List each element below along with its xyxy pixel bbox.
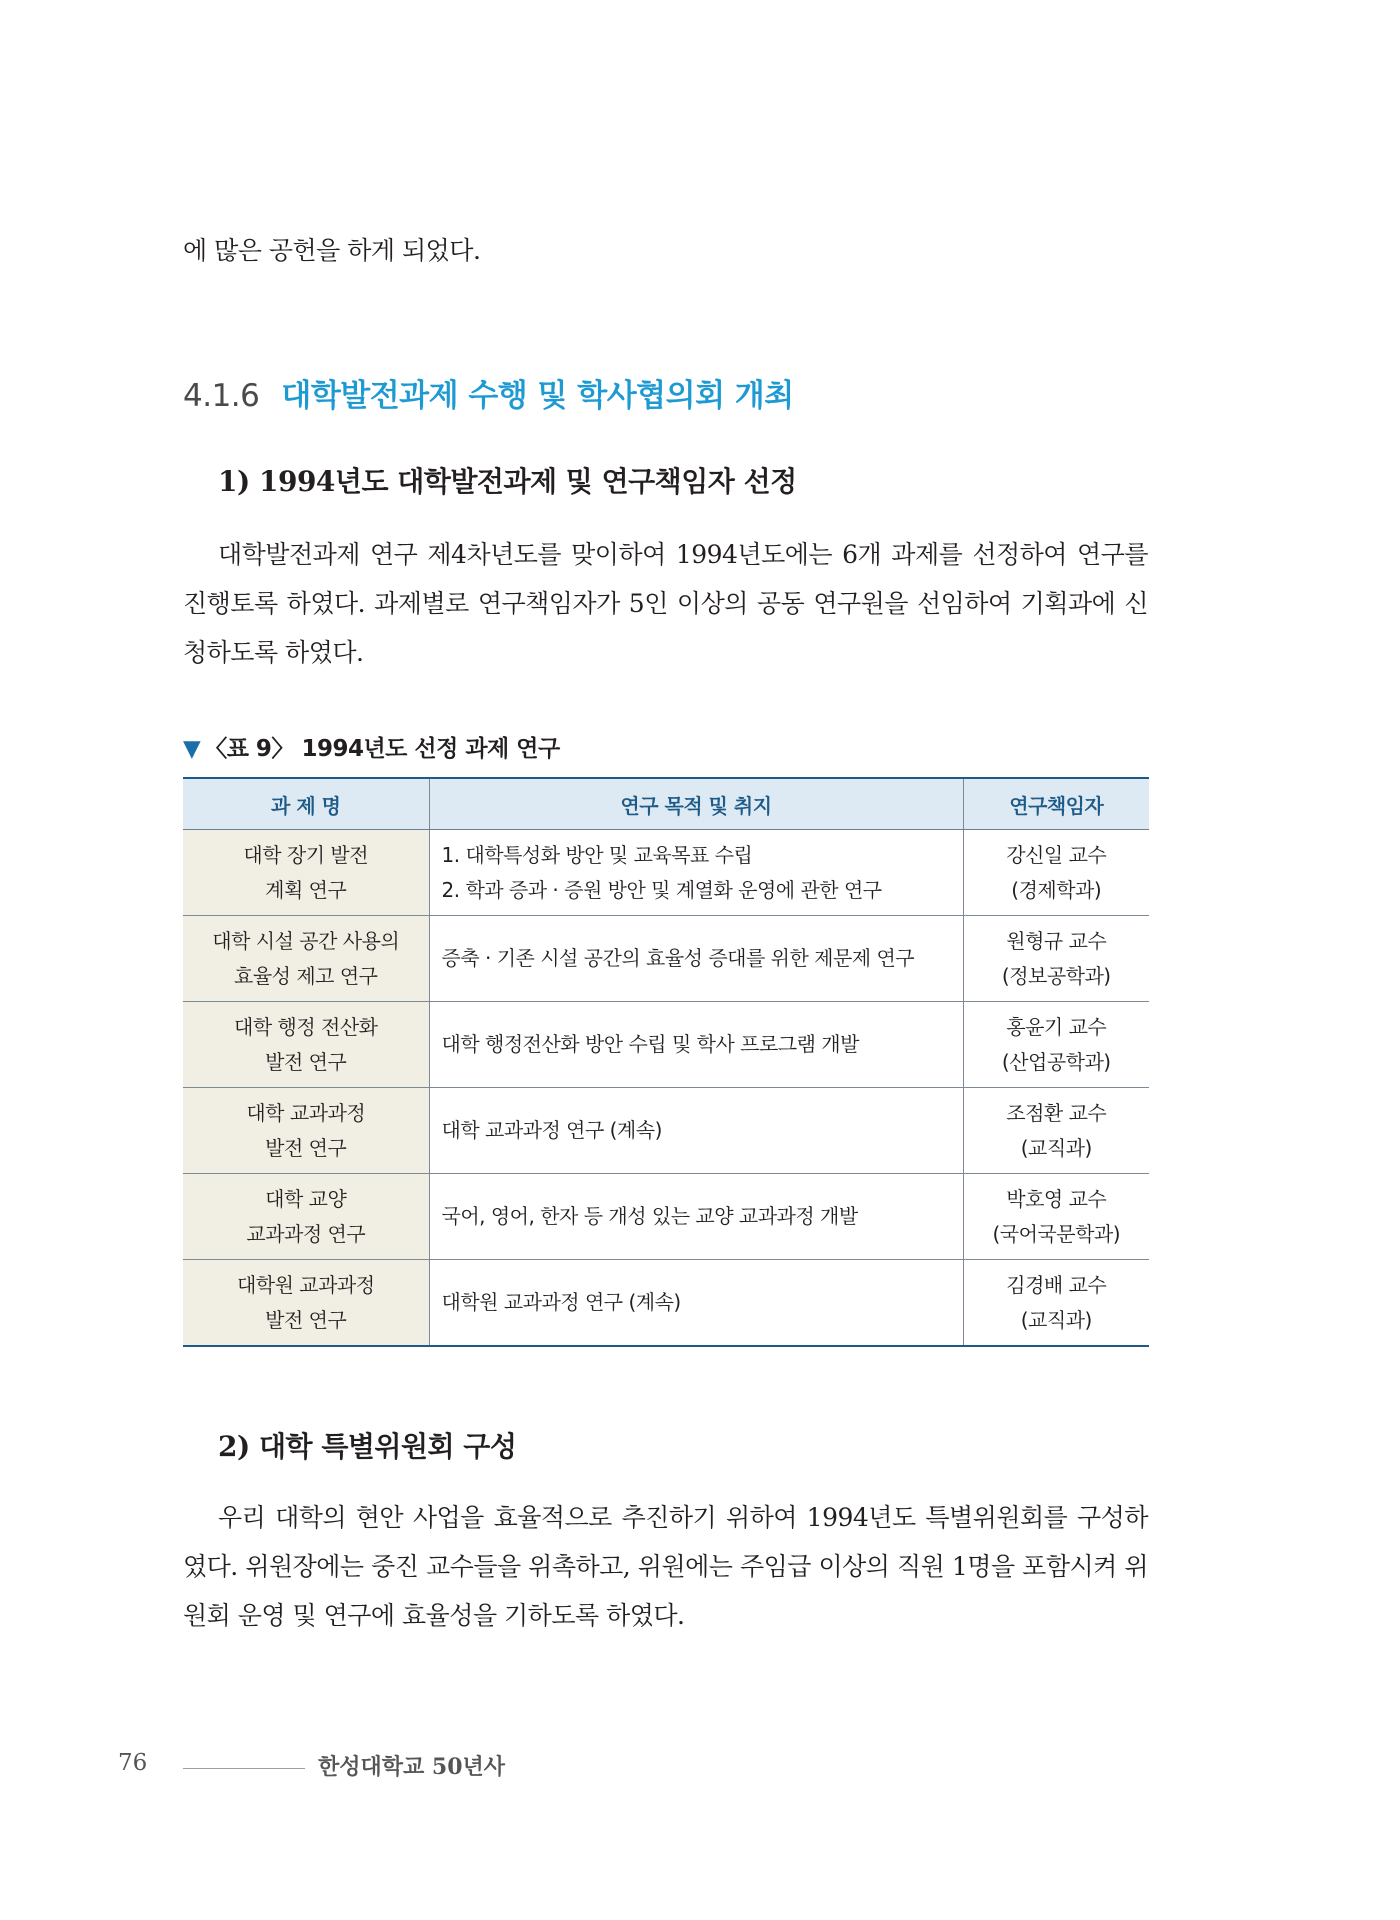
table-row bbox=[183, 1260, 1149, 1347]
cell-project-name: 대학 행정 전산화 발전 연구 bbox=[183, 1002, 429, 1088]
table-caption bbox=[183, 730, 560, 763]
footer-divider bbox=[183, 1768, 305, 1769]
table-row bbox=[183, 916, 1149, 1002]
paragraph-1-text: 대학발전과제 연구 제4차년도를 맞이하여 1994년도에는 6개 과제를 선정하여 연구를 진행토록 하였다. 과제별로 연구책임자가 5인 이상의 공동 연구원을 선임하여 기획과에 신청하도록 하였다. bbox=[183, 540, 1148, 667]
cell-lead: 강신일 교수 (경제학과) bbox=[963, 830, 1149, 916]
intro-text: 에 많은 공헌을 하게 되었다. bbox=[183, 236, 481, 265]
header-lead: 연구책임자 bbox=[963, 778, 1149, 830]
page-number: 76 bbox=[118, 1750, 148, 1776]
cell-lead: 원형규 교수 (정보공학과) bbox=[963, 916, 1149, 1002]
paragraph-1 bbox=[183, 530, 1148, 677]
cell-lead: 조점환 교수 (교직과) bbox=[963, 1088, 1149, 1174]
cell-lead: 박호영 교수 (국어국문학과) bbox=[963, 1174, 1149, 1260]
header-purpose: 연구 목적 및 취지 bbox=[429, 778, 963, 830]
table-row bbox=[183, 1088, 1149, 1174]
cell-project-name: 대학 장기 발전 계획 연구 bbox=[183, 830, 429, 916]
paragraph-2-text: 우리 대학의 현안 사업을 효율적으로 추진하기 위하여 1994년도 특별위원회를 구성하였다. 위원장에는 중진 교수들을 위촉하고, 위원에는 주임급 이상의 직원 1명을 포함시켜 위원회 운영 및 연구에 효율성을 기하도록 하였다. bbox=[183, 1503, 1148, 1630]
table-row bbox=[183, 1002, 1149, 1088]
cell-purpose: 국어, 영어, 한자 등 개성 있는 교양 교과과정 개발 bbox=[429, 1174, 963, 1260]
research-table bbox=[183, 777, 1149, 1347]
cell-lead: 김경배 교수 (교직과) bbox=[963, 1260, 1149, 1347]
cell-purpose: 1. 대학특성화 방안 및 교육목표 수립 2. 학과 증과 · 증원 방안 및 계열화 운영에 관한 연구 bbox=[429, 830, 963, 916]
footer-book-title: 한성대학교 50년사 bbox=[318, 1754, 506, 1780]
table-caption-text: 〈표 9〉 1994년도 선정 과제 연구 bbox=[204, 736, 560, 762]
section-number: 4.1.6 bbox=[183, 378, 260, 414]
cell-purpose: 증축 · 기존 시설 공간의 효율성 증대를 위한 제문제 연구 bbox=[429, 916, 963, 1002]
cell-purpose: 대학 행정전산화 방안 수립 및 학사 프로그램 개발 bbox=[429, 1002, 963, 1088]
section-heading bbox=[183, 370, 794, 415]
cell-purpose: 대학원 교과과정 연구 (계속) bbox=[429, 1260, 963, 1347]
cell-project-name: 대학 시설 공간 사용의 효율성 제고 연구 bbox=[183, 916, 429, 1002]
subsection-heading-2: 2) 대학 특별위원회 구성 bbox=[218, 1430, 517, 1463]
caption-triangle-icon: ▼ bbox=[183, 736, 201, 762]
table-row bbox=[183, 1174, 1149, 1260]
cell-purpose: 대학 교과과정 연구 (계속) bbox=[429, 1088, 963, 1174]
header-project-name: 과 제 명 bbox=[183, 778, 429, 830]
subsection-heading-1: 1) 1994년도 대학발전과제 및 연구책임자 선정 bbox=[218, 465, 797, 498]
cell-project-name: 대학 교과과정 발전 연구 bbox=[183, 1088, 429, 1174]
section-title: 대학발전과제 수행 및 학사협의회 개최 bbox=[281, 378, 794, 414]
table-header-row bbox=[183, 778, 1149, 830]
paragraph-2 bbox=[183, 1493, 1148, 1640]
cell-project-name: 대학원 교과과정 발전 연구 bbox=[183, 1260, 429, 1347]
cell-project-name: 대학 교양 교과과정 연구 bbox=[183, 1174, 429, 1260]
table-row bbox=[183, 830, 1149, 916]
cell-lead: 홍윤기 교수 (산업공학과) bbox=[963, 1002, 1149, 1088]
